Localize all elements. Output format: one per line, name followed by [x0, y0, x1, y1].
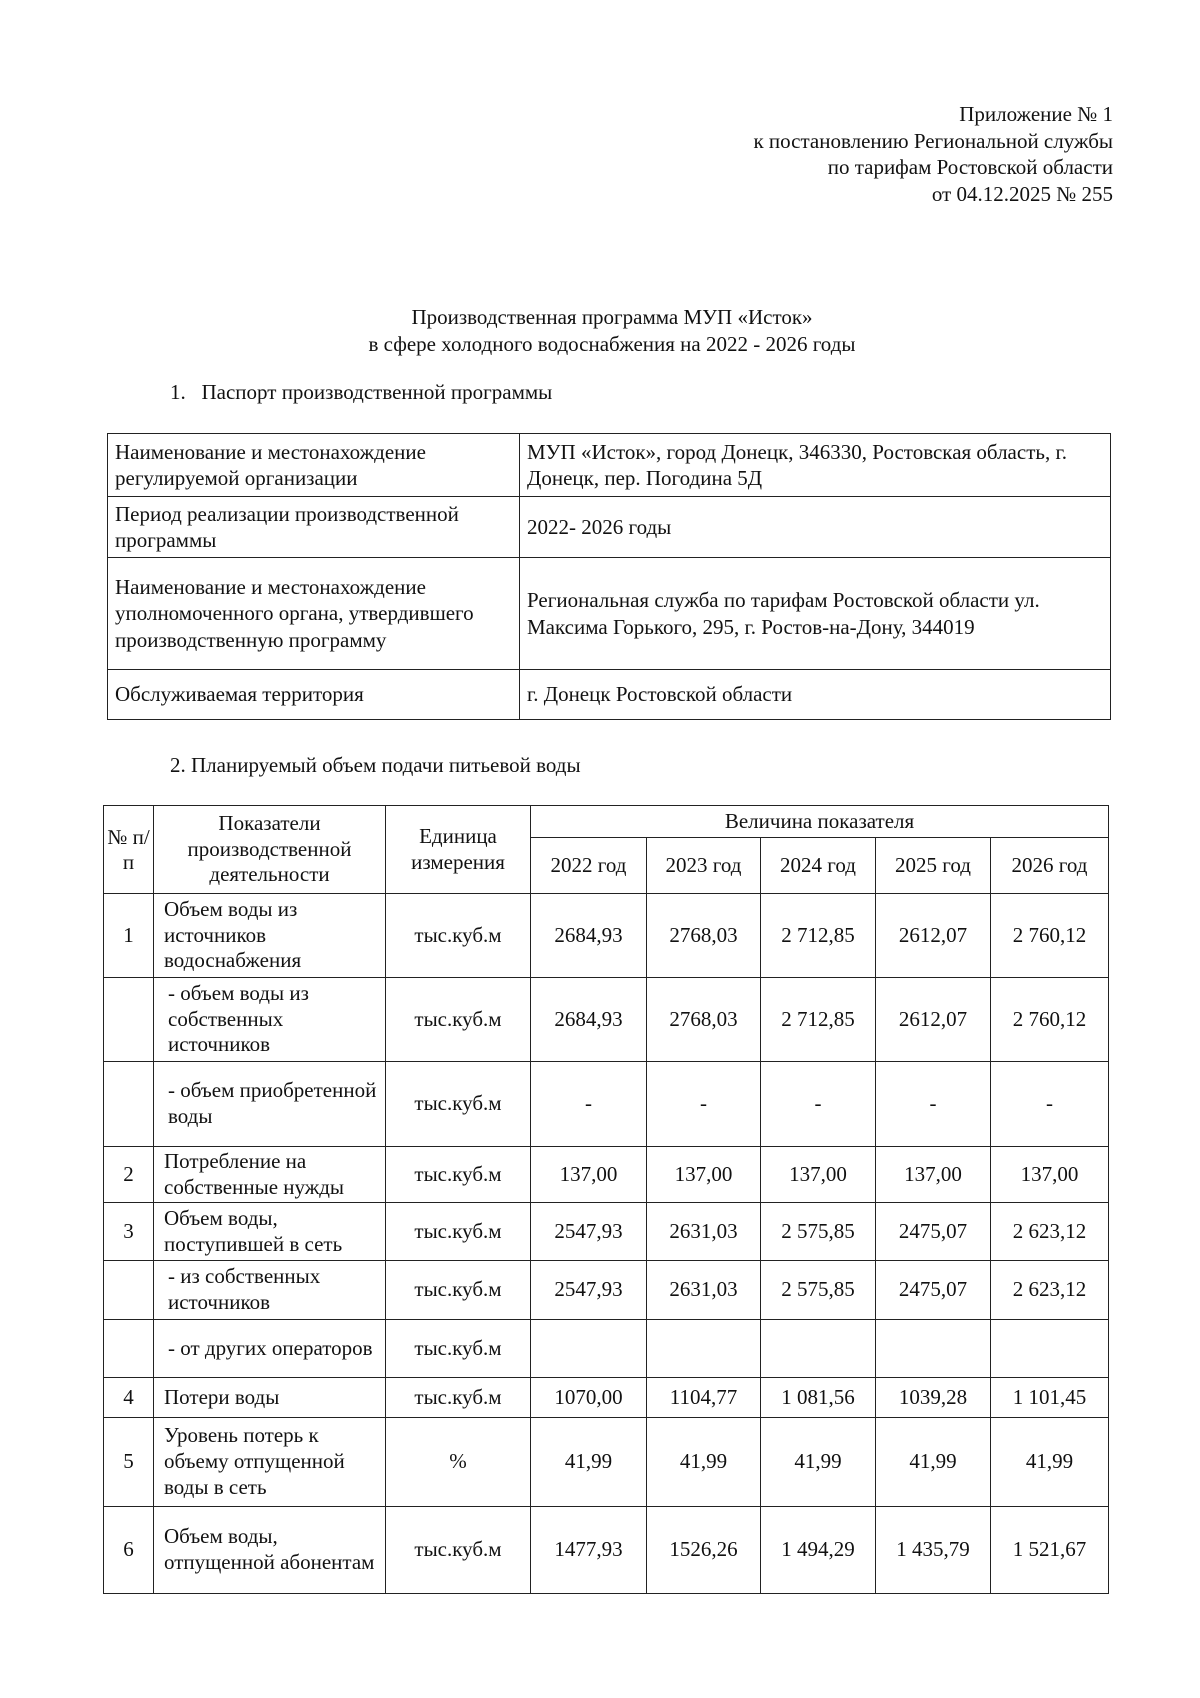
- row-unit: %: [386, 1418, 531, 1507]
- table-row: [104, 1261, 1109, 1320]
- attachment-header: [753, 101, 1113, 208]
- row-unit: тыс.куб.м: [386, 1261, 531, 1320]
- passport-label: Обслуживаемая территория: [108, 670, 520, 720]
- row-value: 2684,93: [531, 894, 647, 978]
- row-value: 137,00: [647, 1147, 761, 1203]
- column-header-year: 2026 год: [991, 838, 1109, 894]
- row-value: [761, 1320, 876, 1378]
- row-value: 2 623,12: [991, 1203, 1109, 1261]
- row-value: -: [761, 1062, 876, 1147]
- row-value: 1 081,56: [761, 1378, 876, 1418]
- table-row: [104, 1062, 1109, 1147]
- row-value: -: [531, 1062, 647, 1147]
- row-value: 2768,03: [647, 894, 761, 978]
- row-value: 137,00: [531, 1147, 647, 1203]
- row-value: 2768,03: [647, 978, 761, 1062]
- row-value: 2475,07: [876, 1261, 991, 1320]
- row-indicator: - из собственных источников: [154, 1261, 386, 1320]
- row-value: 2 760,12: [991, 978, 1109, 1062]
- row-value: 41,99: [647, 1418, 761, 1507]
- row-value: 2 712,85: [761, 894, 876, 978]
- section-1-heading: 1. Паспорт производственной программы: [170, 380, 553, 404]
- column-header-unit: Единица измерения: [386, 806, 531, 894]
- passport-row: [108, 558, 1111, 670]
- row-value: 137,00: [991, 1147, 1109, 1203]
- row-value: 1 435,79: [876, 1507, 991, 1594]
- table-row: [104, 1203, 1109, 1261]
- row-num: 4: [104, 1378, 154, 1418]
- column-header-indicator: Показатели производственной деятельности: [154, 806, 386, 894]
- row-unit: тыс.куб.м: [386, 894, 531, 978]
- row-unit: тыс.куб.м: [386, 1147, 531, 1203]
- column-header-num: № п/ п: [104, 806, 154, 894]
- row-unit: тыс.куб.м: [386, 1203, 531, 1261]
- document-title: [0, 304, 1200, 359]
- passport-label: Наименование и местонахождение регулируемой организации: [108, 434, 520, 497]
- row-value: 1 494,29: [761, 1507, 876, 1594]
- row-value: 2612,07: [876, 978, 991, 1062]
- passport-row: [108, 434, 1111, 497]
- section-2-heading: 2. Планируемый объем подачи питьевой воды: [170, 753, 581, 777]
- row-value: 41,99: [761, 1418, 876, 1507]
- row-indicator: Потребление на собственные нужды: [154, 1147, 386, 1203]
- row-value: 2612,07: [876, 894, 991, 978]
- row-value: 1070,00: [531, 1378, 647, 1418]
- row-num: 3: [104, 1203, 154, 1261]
- passport-label: Наименование и местонахождение уполномоченного органа, утвердившего производственную программу: [108, 558, 520, 670]
- row-indicator: Потери воды: [154, 1378, 386, 1418]
- row-value: 2547,93: [531, 1261, 647, 1320]
- document-title-line: в сфере холодного водоснабжения на 2022 - 2026 годы: [368, 332, 856, 357]
- table-row: [104, 1320, 1109, 1378]
- attachment-line: к постановлению Региональной службы: [753, 128, 1113, 153]
- row-value: 2 575,85: [761, 1203, 876, 1261]
- row-value: 1526,26: [647, 1507, 761, 1594]
- row-num: [104, 1320, 154, 1378]
- row-value: 2475,07: [876, 1203, 991, 1261]
- passport-value: МУП «Исток», город Донецк, 346330, Ростовская область, г. Донецк, пер. Погодина 5Д: [520, 434, 1111, 497]
- column-header-year: 2025 год: [876, 838, 991, 894]
- row-num: [104, 1062, 154, 1147]
- column-header-year: 2024 год: [761, 838, 876, 894]
- row-num: 5: [104, 1418, 154, 1507]
- row-value: 137,00: [876, 1147, 991, 1203]
- row-indicator: Объем воды, отпущенной абонентам: [154, 1507, 386, 1594]
- row-unit: тыс.куб.м: [386, 978, 531, 1062]
- row-value: 2684,93: [531, 978, 647, 1062]
- row-value: 2 623,12: [991, 1261, 1109, 1320]
- row-value: 1477,93: [531, 1507, 647, 1594]
- row-num: [104, 1261, 154, 1320]
- row-indicator: - объем приобретенной воды: [154, 1062, 386, 1147]
- row-num: [104, 978, 154, 1062]
- row-value: 41,99: [991, 1418, 1109, 1507]
- passport-row: [108, 670, 1111, 720]
- passport-table: [107, 433, 1111, 720]
- table-row: [104, 1147, 1109, 1203]
- passport-value: Региональная служба по тарифам Ростовской области ул. Максима Горького, 295, г. Ростов-на-Дону, 344019: [520, 558, 1111, 670]
- table-row: [104, 1378, 1109, 1418]
- row-unit: тыс.куб.м: [386, 1378, 531, 1418]
- row-value: 2 712,85: [761, 978, 876, 1062]
- row-unit: тыс.куб.м: [386, 1507, 531, 1594]
- row-num: 6: [104, 1507, 154, 1594]
- column-header-year: 2023 год: [647, 838, 761, 894]
- row-indicator: Объем воды, поступившей в сеть: [154, 1203, 386, 1261]
- row-value: 1 101,45: [991, 1378, 1109, 1418]
- passport-row: [108, 497, 1111, 558]
- header-row: [104, 806, 1109, 838]
- row-value: -: [876, 1062, 991, 1147]
- water-volume-table: [103, 805, 1109, 1594]
- row-value: [647, 1320, 761, 1378]
- passport-value: 2022- 2026 годы: [520, 497, 1111, 558]
- row-indicator: Уровень потерь к объему отпущенной воды в сеть: [154, 1418, 386, 1507]
- row-value: 1104,77: [647, 1378, 761, 1418]
- row-indicator: - объем воды из собственных источников: [154, 978, 386, 1062]
- attachment-line: по тарифам Ростовской области: [827, 155, 1113, 180]
- table-row: [104, 1507, 1109, 1594]
- row-value: [531, 1320, 647, 1378]
- row-value: [991, 1320, 1109, 1378]
- row-value: -: [991, 1062, 1109, 1147]
- row-value: 2631,03: [647, 1203, 761, 1261]
- row-unit: тыс.куб.м: [386, 1062, 531, 1147]
- row-value: 1039,28: [876, 1378, 991, 1418]
- row-unit: тыс.куб.м: [386, 1320, 531, 1378]
- row-num: 2: [104, 1147, 154, 1203]
- row-value: 137,00: [761, 1147, 876, 1203]
- row-value: 2631,03: [647, 1261, 761, 1320]
- row-value: 2 575,85: [761, 1261, 876, 1320]
- column-header-year: 2022 год: [531, 838, 647, 894]
- table-row: [104, 894, 1109, 978]
- row-value: 41,99: [876, 1418, 991, 1507]
- row-value: 41,99: [531, 1418, 647, 1507]
- passport-value: г. Донецк Ростовской области: [520, 670, 1111, 720]
- row-num: 1: [104, 894, 154, 978]
- row-indicator: - от других операторов: [154, 1320, 386, 1378]
- row-value: -: [647, 1062, 761, 1147]
- row-value: 2 760,12: [991, 894, 1109, 978]
- table-row: [104, 978, 1109, 1062]
- row-value: [876, 1320, 991, 1378]
- column-header-value-group: Величина показателя: [531, 806, 1109, 838]
- table-row: [104, 1418, 1109, 1507]
- passport-label: Период реализации производственной программы: [108, 497, 520, 558]
- row-value: 1 521,67: [991, 1507, 1109, 1594]
- row-value: 2547,93: [531, 1203, 647, 1261]
- document-title-line: Производственная программа МУП «Исток»: [411, 305, 813, 329]
- row-indicator: Объем воды из источников водоснабжения: [154, 894, 386, 978]
- attachment-line: Приложение № 1: [959, 102, 1113, 126]
- attachment-line: от 04.12.2025 № 255: [931, 181, 1113, 206]
